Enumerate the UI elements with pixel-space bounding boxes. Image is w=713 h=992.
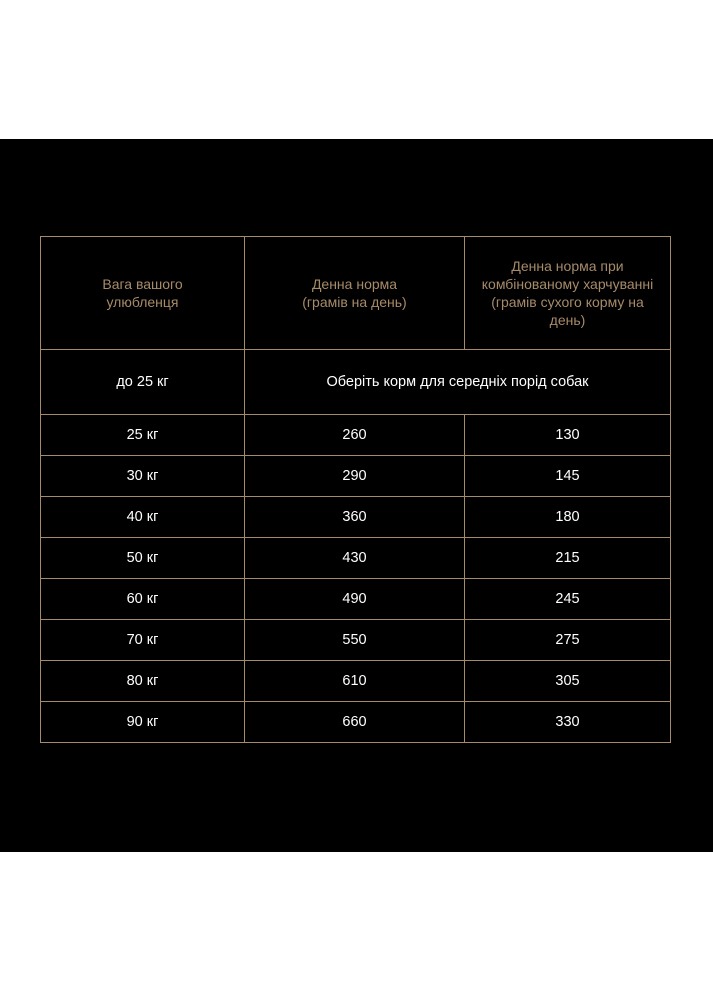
cell-weight: 40 кг bbox=[41, 497, 245, 538]
cell-daily: 360 bbox=[245, 497, 465, 538]
feeding-table bbox=[40, 236, 671, 743]
cell-combined: 145 bbox=[465, 456, 671, 497]
cell-weight: до 25 кг bbox=[41, 350, 245, 415]
cell-weight: 25 кг bbox=[41, 415, 245, 456]
cell-combined: 305 bbox=[465, 661, 671, 702]
table-row bbox=[41, 620, 671, 661]
cell-combined: 330 bbox=[465, 702, 671, 743]
table-row bbox=[41, 497, 671, 538]
table-row bbox=[41, 579, 671, 620]
header-daily-norm: Денна норма (грамів на день) bbox=[245, 237, 465, 350]
cell-weight: 30 кг bbox=[41, 456, 245, 497]
cell-daily: 660 bbox=[245, 702, 465, 743]
table-row bbox=[41, 538, 671, 579]
cell-daily: 550 bbox=[245, 620, 465, 661]
cell-weight: 50 кг bbox=[41, 538, 245, 579]
table-header-row bbox=[41, 237, 671, 350]
cell-combined: 215 bbox=[465, 538, 671, 579]
cell-combined: 130 bbox=[465, 415, 671, 456]
table-row bbox=[41, 661, 671, 702]
cell-weight: 70 кг bbox=[41, 620, 245, 661]
table-row bbox=[41, 415, 671, 456]
cell-medium-breed-note: Оберіть корм для середніх порід собак bbox=[245, 350, 671, 415]
cell-combined: 180 bbox=[465, 497, 671, 538]
cell-combined: 245 bbox=[465, 579, 671, 620]
table-row bbox=[41, 702, 671, 743]
cell-weight: 90 кг bbox=[41, 702, 245, 743]
cell-weight: 60 кг bbox=[41, 579, 245, 620]
cell-combined: 275 bbox=[465, 620, 671, 661]
header-combined-norm: Денна норма при комбінованому харчуванні (грамів сухого корму на день) bbox=[465, 237, 671, 350]
header-pet-weight: Вага вашого улюбленця bbox=[41, 237, 245, 350]
table-row bbox=[41, 456, 671, 497]
cell-weight: 80 кг bbox=[41, 661, 245, 702]
table-row-under-25 bbox=[41, 350, 671, 415]
cell-daily: 290 bbox=[245, 456, 465, 497]
cell-daily: 260 bbox=[245, 415, 465, 456]
cell-daily: 430 bbox=[245, 538, 465, 579]
cell-daily: 490 bbox=[245, 579, 465, 620]
cell-daily: 610 bbox=[245, 661, 465, 702]
